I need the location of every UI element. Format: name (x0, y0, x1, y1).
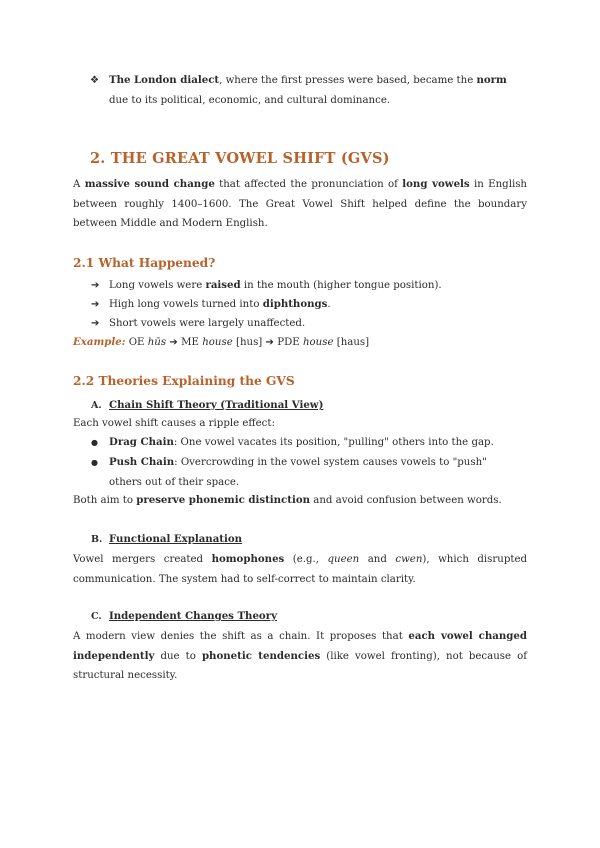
list-item (109, 453, 521, 492)
section-2-1-heading: 2.1 What Happened? (73, 256, 216, 270)
italic-text: house (202, 337, 233, 348)
text-run: OE (125, 337, 148, 348)
section-2-intro (73, 175, 527, 234)
text-run: Both aim to (73, 495, 137, 506)
text-run: and avoid confusion between words. (310, 495, 502, 506)
subsection-a-label: A. (91, 400, 102, 411)
bold-text: homophones (211, 553, 285, 565)
text-run: due to (154, 650, 202, 662)
text-run: A modern view denies the shift as a chain. It proposes that (73, 631, 409, 642)
text-run: that affected the pronunciation of (214, 179, 403, 190)
arrow-bullet-icon: ➔ (91, 299, 100, 310)
bold-text: raised (205, 279, 241, 291)
text-run: High long vowels turned into (109, 299, 263, 310)
bold-text: long vowels (402, 178, 470, 190)
text-run: [haus] (333, 337, 370, 348)
bold-text: Push Chain (109, 456, 175, 468)
text-run: . (327, 299, 331, 310)
bold-text: diphthongs (262, 298, 328, 310)
bold-text: Drag Chain (109, 436, 174, 448)
text-run: in English between roughly 1400–1600. The Great Vowel Shift helped define the boundary between Middle and Modern English. (73, 179, 527, 229)
subsection-c-body (73, 627, 527, 686)
bold-text: The London dialect (109, 74, 220, 86)
text-run: Short vowels were largely unaffected. (109, 318, 306, 329)
diamond-bullet-icon: ❖ (90, 75, 99, 86)
italic-text: cwen (395, 554, 423, 565)
subsection-a-closing (73, 491, 527, 511)
dot-bullet-icon: ● (91, 438, 98, 447)
bold-text: phonetic tendencies (201, 649, 321, 662)
subsection-b-body (73, 550, 527, 589)
bold-text: each vowel changed independently (73, 630, 528, 662)
dot-bullet-icon: ● (91, 458, 98, 467)
arrow-bullet-icon: ➔ (91, 280, 100, 291)
text-run: ), which disrupted communication. The system had to self-correct to maintain clarity. (73, 554, 527, 585)
italic-text: hūs (147, 337, 167, 348)
bold-text: preserve phonemic distinction (136, 494, 311, 506)
text-run: Long vowels were (109, 280, 206, 291)
text-run: due to its political, economic, and cultural dominance. (109, 94, 391, 106)
text-run: and (359, 554, 396, 565)
section-2-2-heading: 2.2 Theories Explaining the GVS (73, 374, 295, 388)
text-run: : One vowel vacates its position, "pulling" others into the gap. (173, 437, 494, 448)
subsection-b-label: B. (91, 534, 103, 545)
list-item (109, 314, 509, 334)
intro-bullet-text (109, 71, 525, 110)
section-2-heading: 2. THE GREAT VOWEL SHIFT (GVS) (90, 150, 390, 167)
italic-text: queen (327, 554, 360, 565)
subsection-b-title: Functional Explanation (109, 533, 243, 545)
subsection-a-title: Chain Shift Theory (Traditional View) (109, 399, 324, 411)
text-run: , where the first presses were based, became the (219, 75, 477, 86)
list-item (109, 433, 527, 453)
subsection-c-label: C. (91, 611, 102, 622)
text-run: A (73, 179, 85, 190)
text-run: in the mouth (higher tongue position). (240, 280, 442, 291)
arrow-bullet-icon: ➔ (91, 318, 100, 329)
list-item (109, 276, 509, 296)
subsection-a-lead: Each vowel shift causes a ripple effect: (73, 418, 275, 429)
text-run: ➔ ME (166, 337, 203, 348)
subsection-c-title: Independent Changes Theory (109, 610, 278, 622)
list-item (109, 295, 509, 315)
bold-text: norm (476, 74, 507, 86)
text-run: Vowel mergers created (73, 554, 212, 565)
text-run: (e.g., (284, 554, 328, 565)
bold-text: massive sound change (84, 178, 215, 190)
example-line (73, 333, 527, 353)
text-run: (like vowel fronting), not because of structural necessity. (73, 650, 527, 681)
text-run: [hus] ➔ PDE (232, 337, 303, 348)
italic-text: house (302, 337, 334, 348)
text-run: : Overcrowding in the vowel system causes vowels to "push" others out of their space. (109, 457, 487, 488)
example-label: Example: (73, 336, 126, 348)
